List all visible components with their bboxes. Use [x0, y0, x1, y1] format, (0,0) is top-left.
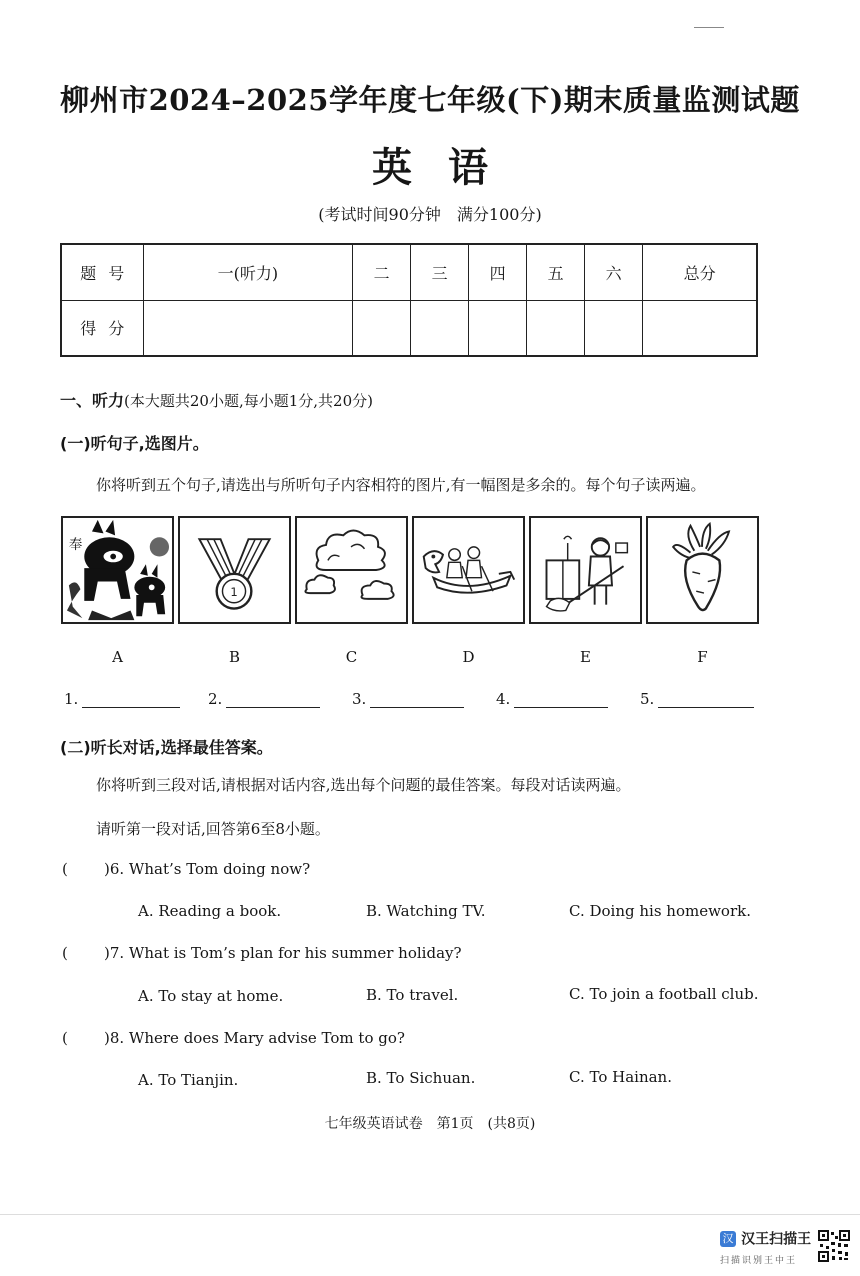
score-cell[interactable] — [527, 300, 585, 356]
blank-line[interactable] — [370, 692, 464, 708]
blank-line[interactable] — [226, 692, 320, 708]
picture-letter: A — [112, 648, 123, 666]
picture-letter: F — [697, 648, 708, 666]
picture-c — [295, 516, 408, 624]
picture-d — [412, 516, 525, 624]
page-footer: 七年级英语试卷 第1页 (共8页) — [324, 1116, 536, 1132]
option-c: C. To Hainan. — [569, 1068, 672, 1086]
blank-line[interactable] — [82, 692, 180, 708]
picture-letter: B — [228, 648, 241, 666]
score-cell[interactable] — [469, 300, 527, 356]
question-6 — [62, 860, 310, 878]
question-8 — [62, 1029, 405, 1047]
option-a: A. Reading a book. — [138, 902, 282, 920]
score-cell[interactable] — [411, 300, 469, 356]
part1-title: (一)听句子,选图片。 — [60, 434, 209, 453]
score-header-cell: 四 — [469, 244, 527, 300]
score-header-cell: 三 — [411, 244, 469, 300]
answer-paren[interactable]: ( — [62, 944, 68, 962]
score-table — [60, 243, 758, 357]
exam-title: 柳州市2024–2025学年度七年级(下)期末质量监测试题 — [60, 83, 800, 117]
section1-desc: (本大题共20小题,每小题1分,共20分) — [124, 392, 373, 410]
picture-letter: E — [580, 648, 591, 666]
score-cell[interactable] — [643, 300, 757, 356]
question-text: )6. What’s Tom doing now? — [104, 860, 311, 878]
part2-instructions: 你将听到三段对话,请根据对话内容,选出每个问题的最佳答案。每段对话读两遍。 — [96, 776, 631, 794]
bottom-rule — [0, 1214, 860, 1215]
score-header-cell: 一(听力) — [143, 244, 353, 300]
dialogue1-instructions: 请听第一段对话,回答第6至8小题。 — [96, 820, 330, 838]
option-b: B. To Sichuan. — [366, 1069, 476, 1087]
section1-title: 一、听力 — [60, 391, 125, 410]
blank-line[interactable] — [514, 692, 608, 708]
donkey-papercut-icon — [63, 518, 172, 622]
qr-code-icon — [818, 1230, 850, 1262]
blank-number: 2. — [208, 690, 223, 708]
score-header-cell: 题号 — [61, 244, 143, 300]
score-header-cell: 总分 — [643, 244, 757, 300]
blank-line[interactable] — [658, 692, 754, 708]
score-cell[interactable] — [585, 300, 643, 356]
blank-number: 5. — [640, 690, 655, 708]
svg-text:1: 1 — [230, 585, 238, 599]
subject-title: 英语 — [372, 144, 524, 191]
answer-blank — [496, 690, 608, 708]
score-row-label: 得分 — [61, 300, 143, 356]
score-cell[interactable] — [353, 300, 411, 356]
answer-blank — [208, 690, 320, 708]
blank-number: 4. — [496, 690, 511, 708]
picture-b — [178, 516, 291, 624]
carrot-icon — [648, 518, 757, 622]
scanner-tagline: 扫描识别王中王 — [720, 1255, 798, 1266]
part1-instructions: 你将听到五个句子,请选出与所听句子内容相符的图片,有一幅图是多余的。每个句子读两遍。 — [96, 476, 706, 494]
medal-icon — [180, 518, 289, 622]
option-a: A. To Tianjin. — [138, 1071, 239, 1089]
score-header-cell: 六 — [585, 244, 643, 300]
answer-paren[interactable]: ( — [62, 860, 68, 878]
option-c: C. Doing his homework. — [569, 902, 751, 920]
dragon-boat-icon — [414, 518, 523, 622]
answer-blank — [64, 690, 180, 708]
picture-letter: D — [462, 648, 475, 666]
question-7 — [62, 944, 462, 962]
blank-number: 1. — [64, 690, 79, 708]
answer-blank — [640, 690, 754, 708]
scanner-brand-name: 汉王扫描王 — [741, 1231, 812, 1248]
time-note: (考试时间90分钟 满分100分) — [318, 205, 542, 224]
picture-e — [529, 516, 642, 624]
option-b: B. To travel. — [366, 986, 459, 1004]
score-header-cell: 五 — [527, 244, 585, 300]
answer-blank — [352, 690, 464, 708]
svg-text:奉: 奉 — [68, 536, 83, 553]
option-a: A. To stay at home. — [138, 987, 284, 1005]
answer-paren[interactable]: ( — [62, 1029, 68, 1047]
picture-a — [61, 516, 174, 624]
blank-number: 3. — [352, 690, 367, 708]
question-text: )8. Where does Mary advise Tom to go? — [104, 1029, 405, 1047]
top-dash — [694, 27, 724, 28]
score-header-row — [61, 244, 757, 300]
picture-letter: C — [345, 648, 358, 666]
score-value-row — [61, 300, 757, 356]
question-text: )7. What is Tom’s plan for his summer holiday? — [104, 944, 462, 962]
girl-sweeping-icon — [531, 518, 640, 622]
picture-f — [646, 516, 759, 624]
score-header-cell: 二 — [353, 244, 411, 300]
option-c: C. To join a football club. — [569, 985, 759, 1003]
score-cell[interactable] — [143, 300, 353, 356]
option-b: B. Watching TV. — [366, 902, 486, 920]
clouds-icon — [297, 518, 406, 622]
part2-title: (二)听长对话,选择最佳答案。 — [60, 738, 273, 757]
section1-heading — [60, 388, 373, 411]
scanner-logo-icon: 汉 — [720, 1231, 736, 1247]
scanner-watermark — [720, 1228, 818, 1266]
